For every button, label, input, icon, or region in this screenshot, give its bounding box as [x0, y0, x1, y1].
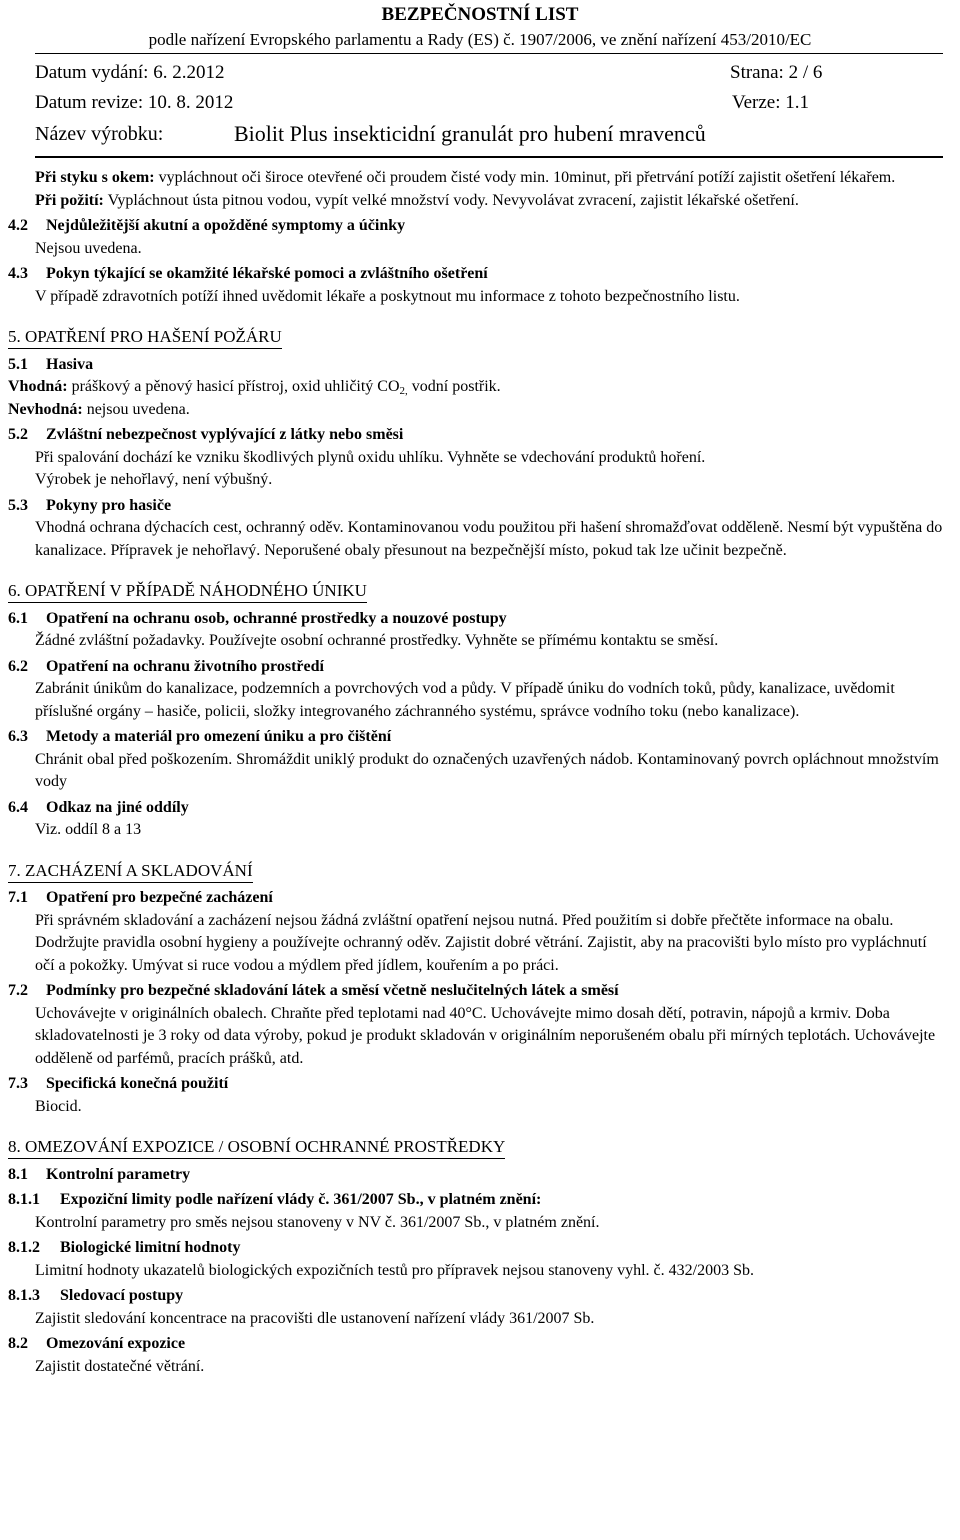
- regulation-subtitle: podle nařízení Evropského parlamentu a Rady (ES) č. 1907/2006, ve znění nařízení 453/2010/EC: [148, 30, 812, 49]
- subsection-5-2-title: 5.2 Zvláštní nebezpečnost vyplývající z látky nebo směsi: [8, 426, 404, 443]
- subsection-8-1-3-text: Zajistit sledování koncentrace na pracovišti dle ustanovení nařízení vlády 361/2007 Sb.: [35, 1309, 595, 1327]
- subsection-7-1-text: Při správném skladování a zacházení nejsou žádná zvláštní opatření nejsou nutná. Před použitím si dobře přečtěte informace na obalu. Dodržujte pravidla osobní hygieny a používejte ochranný oděv. Zajistit dobré větrání. Zajistit, aby na pracovišti bylo místo pro vypláchnutí očí a pokožky. Umývat si ruce vodou a mýdlem před jídlem, kouřením a po práci.: [35, 911, 927, 974]
- subsection-8-1-1-text: Kontrolní parametry pro směs nejsou stanoveny v NV č. 361/2007 Sb., v platném znění.: [35, 1213, 600, 1231]
- subsection-7-1-title: 7.1 Opatření pro bezpečné zacházení: [8, 889, 273, 906]
- first-aid-eye: Při styku s okem: vypláchnout oči široce otevřené oči proudem čisté vody min. 10minut, při přetrvání potíží zajistit ošetření lékařem.: [35, 169, 896, 186]
- section-8-heading: 8. OMEZOVÁNÍ EXPOZICE / OSOBNÍ OCHRANNÉ PROSTŘEDKY: [8, 1136, 505, 1159]
- section-6-heading: 6. OPATŘENÍ V PŘÍPADĚ NÁHODNÉHO ÚNIKU: [8, 580, 367, 603]
- subsection-5-1-title: 5.1 Hasiva: [8, 355, 94, 373]
- version: Verze: 1.1: [732, 92, 810, 113]
- subsection-4-3-title: 4.3 Pokyn týkající se okamžité lékařské pomoci a zvláštního ošetření: [8, 265, 488, 282]
- subsection-4-3-text: V případě zdravotních potíží ihned uvědomit lékaře a poskytnout mu informace z tohoto bezpečnostního listu.: [35, 287, 740, 305]
- product-name: Biolit Plus insekticidní granulát pro hubení mravenců: [234, 121, 706, 146]
- subsection-5-3-text: Vhodná ochrana dýchacích cest, ochranný oděv. Kontaminovanou vodu použitou při hašení shromažďovat odděleně. Nesmí být vypuštěna do kanalizace. Přípravek je nehořlavý. Neporušené obaly přesunout na bezpečnější místo, pokud tak lze učinit bezpečně.: [35, 519, 943, 559]
- subsection-7-3-text: Biocid.: [35, 1097, 82, 1115]
- page-number: Strana: 2 / 6: [730, 62, 823, 83]
- first-aid-ingestion: Při požití: Vypláchnout ústa pitnou vodou, vypít velké množství vody. Nevyvolávat zvracení, zajistit lékařské ošetření.: [35, 191, 799, 209]
- section-5-heading: 5. OPATŘENÍ PRO HAŠENÍ POŽÁRU: [8, 326, 282, 349]
- subsection-8-1-1-title: 8.1.1 Expoziční limity podle nařízení vlády č. 361/2007 Sb., v platném znění:: [8, 1191, 542, 1208]
- header-bottom-rule: [35, 156, 943, 158]
- header-row-issue: [35, 61, 830, 85]
- subsection-6-1-text: Žádné zvláštní požadavky. Používejte osobní ochranné prostředky. Vyhněte se přímému kontaktu se směsí.: [35, 632, 719, 649]
- subsection-8-2-text: Zajistit dostatečné větrání.: [35, 1357, 205, 1375]
- subsection-8-1-3-title: 8.1.3 Sledovací postupy: [8, 1287, 184, 1304]
- subsection-6-2-text: Zabránit únikům do kanalizace, podzemních a povrchových vod a půdy. V případě úniku do vodních toků, půdy, kanalizace, uvědomit příslušné orgány – hasiče, policii, složky integrovaného záchranného systému, správce vodního toku (nebo kanalizace).: [35, 680, 895, 720]
- suitable-media: Vhodná: práškový a pěnový hasicí přístroj, oxid uhličitý $CO_{2,}$ vodní postřik.: [8, 378, 501, 397]
- subsection-6-4-text: Viz. oddíl 8 a 13: [35, 821, 142, 838]
- issue-date: Datum vydání: 6. 2.2012: [35, 62, 225, 83]
- subsection-5-2-text-2: Výrobek je nehořlavý, není výbušný.: [35, 471, 273, 488]
- subsection-6-2-title: 6.2 Opatření na ochranu životního prostředí: [8, 657, 324, 675]
- subsection-8-2-title: 8.2 Omezování expozice: [8, 1335, 186, 1352]
- subsection-6-4-title: 6.4 Odkaz na jiné oddíly: [8, 798, 189, 816]
- document-title: BEZPEČNOSTNÍ LIST: [381, 4, 579, 25]
- subsection-4-2-title: 4.2 Nejdůležitější akutní a opožděné symptomy a účinky: [8, 217, 406, 234]
- product-label: Název výrobku:: [35, 123, 164, 145]
- subsection-6-1-title: 6.1 Opatření na ochranu osob, ochranné prostředky a nouzové postupy: [8, 609, 507, 627]
- revision-date: Datum revize: 10. 8. 2012: [35, 92, 234, 113]
- subsection-8-1-2-text: Limitní hodnoty ukazatelů biologických expozičních testů pro přípravek nejsou stanoveny vyhl. č. 432/2003 Sb.: [35, 1261, 754, 1279]
- subsection-8-1-title: 8.1 Kontrolní parametry: [8, 1165, 191, 1183]
- section-7-heading: 7. ZACHÁZENÍ A SKLADOVÁNÍ: [8, 860, 253, 883]
- subsection-8-1-2-title: 8.1.2 Biologické limitní hodnoty: [8, 1239, 241, 1256]
- subsection-6-3-text: Chránit obal před poškozením. Shromáždit uniklý produkt do označených uzavřených nádob. Kontaminovaný povrch opláchnout množstvím vody: [35, 750, 939, 790]
- subsection-5-2-text-1: Při spalování dochází ke vzniku škodlivých plynů oxidu uhlíku. Vyhněte se vdechování produktů hoření.: [35, 448, 706, 466]
- subsection-6-3-title: 6.3 Metody a materiál pro omezení úniku a pro čištění: [8, 728, 392, 745]
- unsuitable-media: Nevhodná: nejsou uvedena.: [8, 400, 190, 418]
- subsection-7-3-title: 7.3 Specifická konečná použití: [8, 1075, 229, 1092]
- subsection-7-2-title: 7.2 Podmínky pro bezpečné skladování látek a směsí včetně neslučitelných látek a směsí: [8, 982, 619, 999]
- subsection-7-2-text: Uchovávejte v originálních obalech. Chraňte před teplotami nad 40°C. Uchovávejte mimo dosah dětí, potravin, nápojů a krmiv. Doba skladovatelnosti je 3 roky od data výroby, pokud je produkt skladován v originálním neporušeném obalu při mírných teplotách. Uchovávejte odděleně od parfémů, pracích prášků, atd.: [35, 1004, 936, 1067]
- document-body: [8, 167, 943, 1378]
- subsection-4-2-text: Nejsou uvedena.: [35, 239, 142, 257]
- header-row-revision: [35, 91, 830, 115]
- subsection-5-3-title: 5.3 Pokyny pro hasiče: [8, 496, 172, 514]
- header-divider: [35, 53, 943, 54]
- product-row: [35, 121, 706, 147]
